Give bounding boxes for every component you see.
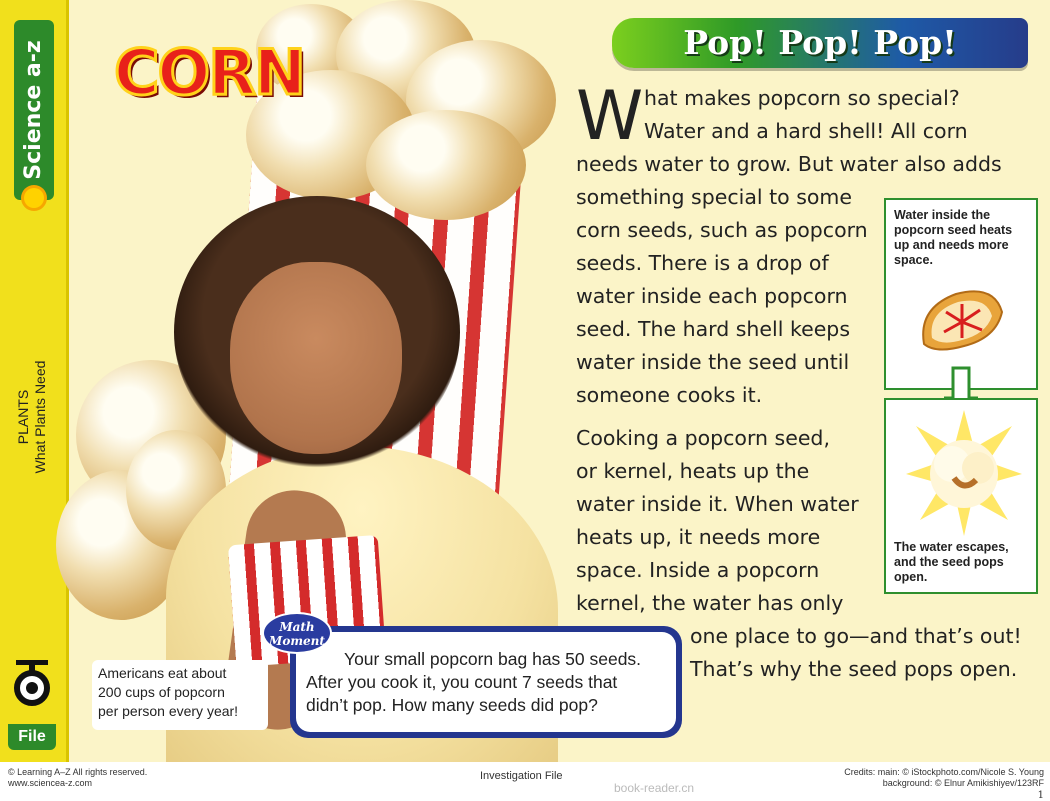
footer xyxy=(0,762,1050,800)
page-title: Pop! Pop! Pop! xyxy=(683,23,957,62)
text-line: heats up, it needs more xyxy=(576,525,821,549)
kernel-icon xyxy=(916,288,1008,354)
math-line: Your small popcorn bag has 50 seeds. xyxy=(344,649,642,669)
caption-line: space. xyxy=(894,253,933,267)
math-moment-inner xyxy=(296,632,676,732)
math-line: didn’t pop. How many seeds did pop? xyxy=(306,695,598,715)
badge-line: Math xyxy=(279,620,315,634)
fact-box xyxy=(92,660,268,730)
copyright-text: © Learning A–Z All rights reserved. xyxy=(8,767,148,777)
paragraph-2 xyxy=(576,422,859,620)
text-line: needs water to grow. But water also adds xyxy=(576,152,1002,176)
text-line: water inside the seed until xyxy=(576,350,850,374)
category-label: PLANTS xyxy=(15,389,31,445)
math-moment-text xyxy=(306,648,641,717)
text-line: seeds. There is a drop of xyxy=(576,251,829,275)
popcorn-diagram xyxy=(884,198,1036,592)
text-line: one place to go—and that’s out! xyxy=(690,624,1022,648)
badge-line: Moment xyxy=(269,634,325,648)
brand-text: Science a-z xyxy=(21,40,46,180)
credit-line: Credits: main: © iStockphoto.com/Nicole S. Young xyxy=(844,767,1044,777)
caption-line: open. xyxy=(894,570,928,584)
fact-line: per person every year! xyxy=(98,703,239,719)
math-moment-badge xyxy=(262,612,332,654)
heading-banner xyxy=(612,18,1028,68)
text-line: space. Inside a popcorn xyxy=(576,558,820,582)
paragraph-2-tail xyxy=(690,620,1022,686)
fact-line: 200 cups of popcorn xyxy=(98,684,225,700)
sun-icon xyxy=(24,188,44,208)
math-moment-box xyxy=(290,626,682,738)
subcategory-label: What Plants Need xyxy=(32,360,48,474)
caption-line: The water escapes, xyxy=(894,540,1009,554)
text-line: or kernel, heats up the xyxy=(576,459,810,483)
caption-line: popcorn seed heats xyxy=(894,223,1013,237)
text-line: corn seeds, such as popcorn xyxy=(576,218,868,242)
text-line: seed. The hard shell keeps xyxy=(576,317,850,341)
diagram-panel-after xyxy=(884,398,1038,594)
footer-copyright xyxy=(8,767,147,789)
caption-line: Water inside the xyxy=(894,208,991,222)
footer-credits xyxy=(844,767,1044,789)
corn-title: CORN xyxy=(114,36,304,109)
popped-kernel-icon xyxy=(904,408,1024,538)
fact-line: Americans eat about xyxy=(98,665,227,681)
caption-line: up and needs more xyxy=(894,238,1009,252)
text-line: Water and a hard shell! All corn xyxy=(644,119,968,143)
section-label xyxy=(15,297,49,537)
diagram-caption xyxy=(894,540,1009,585)
girl-face-image xyxy=(230,262,402,454)
page-number: 1 xyxy=(1037,790,1044,801)
popcorn-image xyxy=(366,110,526,220)
diagram-caption xyxy=(894,208,1012,268)
eye-icon xyxy=(12,660,52,706)
text-line: kernel, the water has only xyxy=(576,591,844,615)
website-text: www.sciencea-z.com xyxy=(8,778,93,788)
text-line: hat makes popcorn so special? xyxy=(644,86,960,110)
text-line: Cooking a popcorn seed, xyxy=(576,426,830,450)
math-line: After you cook it, you count 7 seeds that xyxy=(306,672,618,692)
text-line: water inside it. When water xyxy=(576,492,859,516)
watermark: book-reader.cn xyxy=(614,781,695,795)
diagram-panel-before xyxy=(884,198,1038,390)
sidebar xyxy=(0,0,69,762)
text-line: someone cooks it. xyxy=(576,383,763,407)
caption-line: and the seed pops xyxy=(894,555,1004,569)
text-line: water inside each popcorn xyxy=(576,284,848,308)
footer-title: Investigation File xyxy=(480,770,563,782)
text-line: something special to some xyxy=(576,185,852,209)
text-line: That’s why the seed pops open. xyxy=(690,657,1018,681)
credit-line: background: © Elnur Amikishiyev/123RF xyxy=(882,778,1044,788)
drop-cap: W xyxy=(576,77,644,156)
investigation-file-badge xyxy=(8,650,56,754)
file-label: File xyxy=(8,724,56,750)
brand-logo xyxy=(14,20,54,200)
